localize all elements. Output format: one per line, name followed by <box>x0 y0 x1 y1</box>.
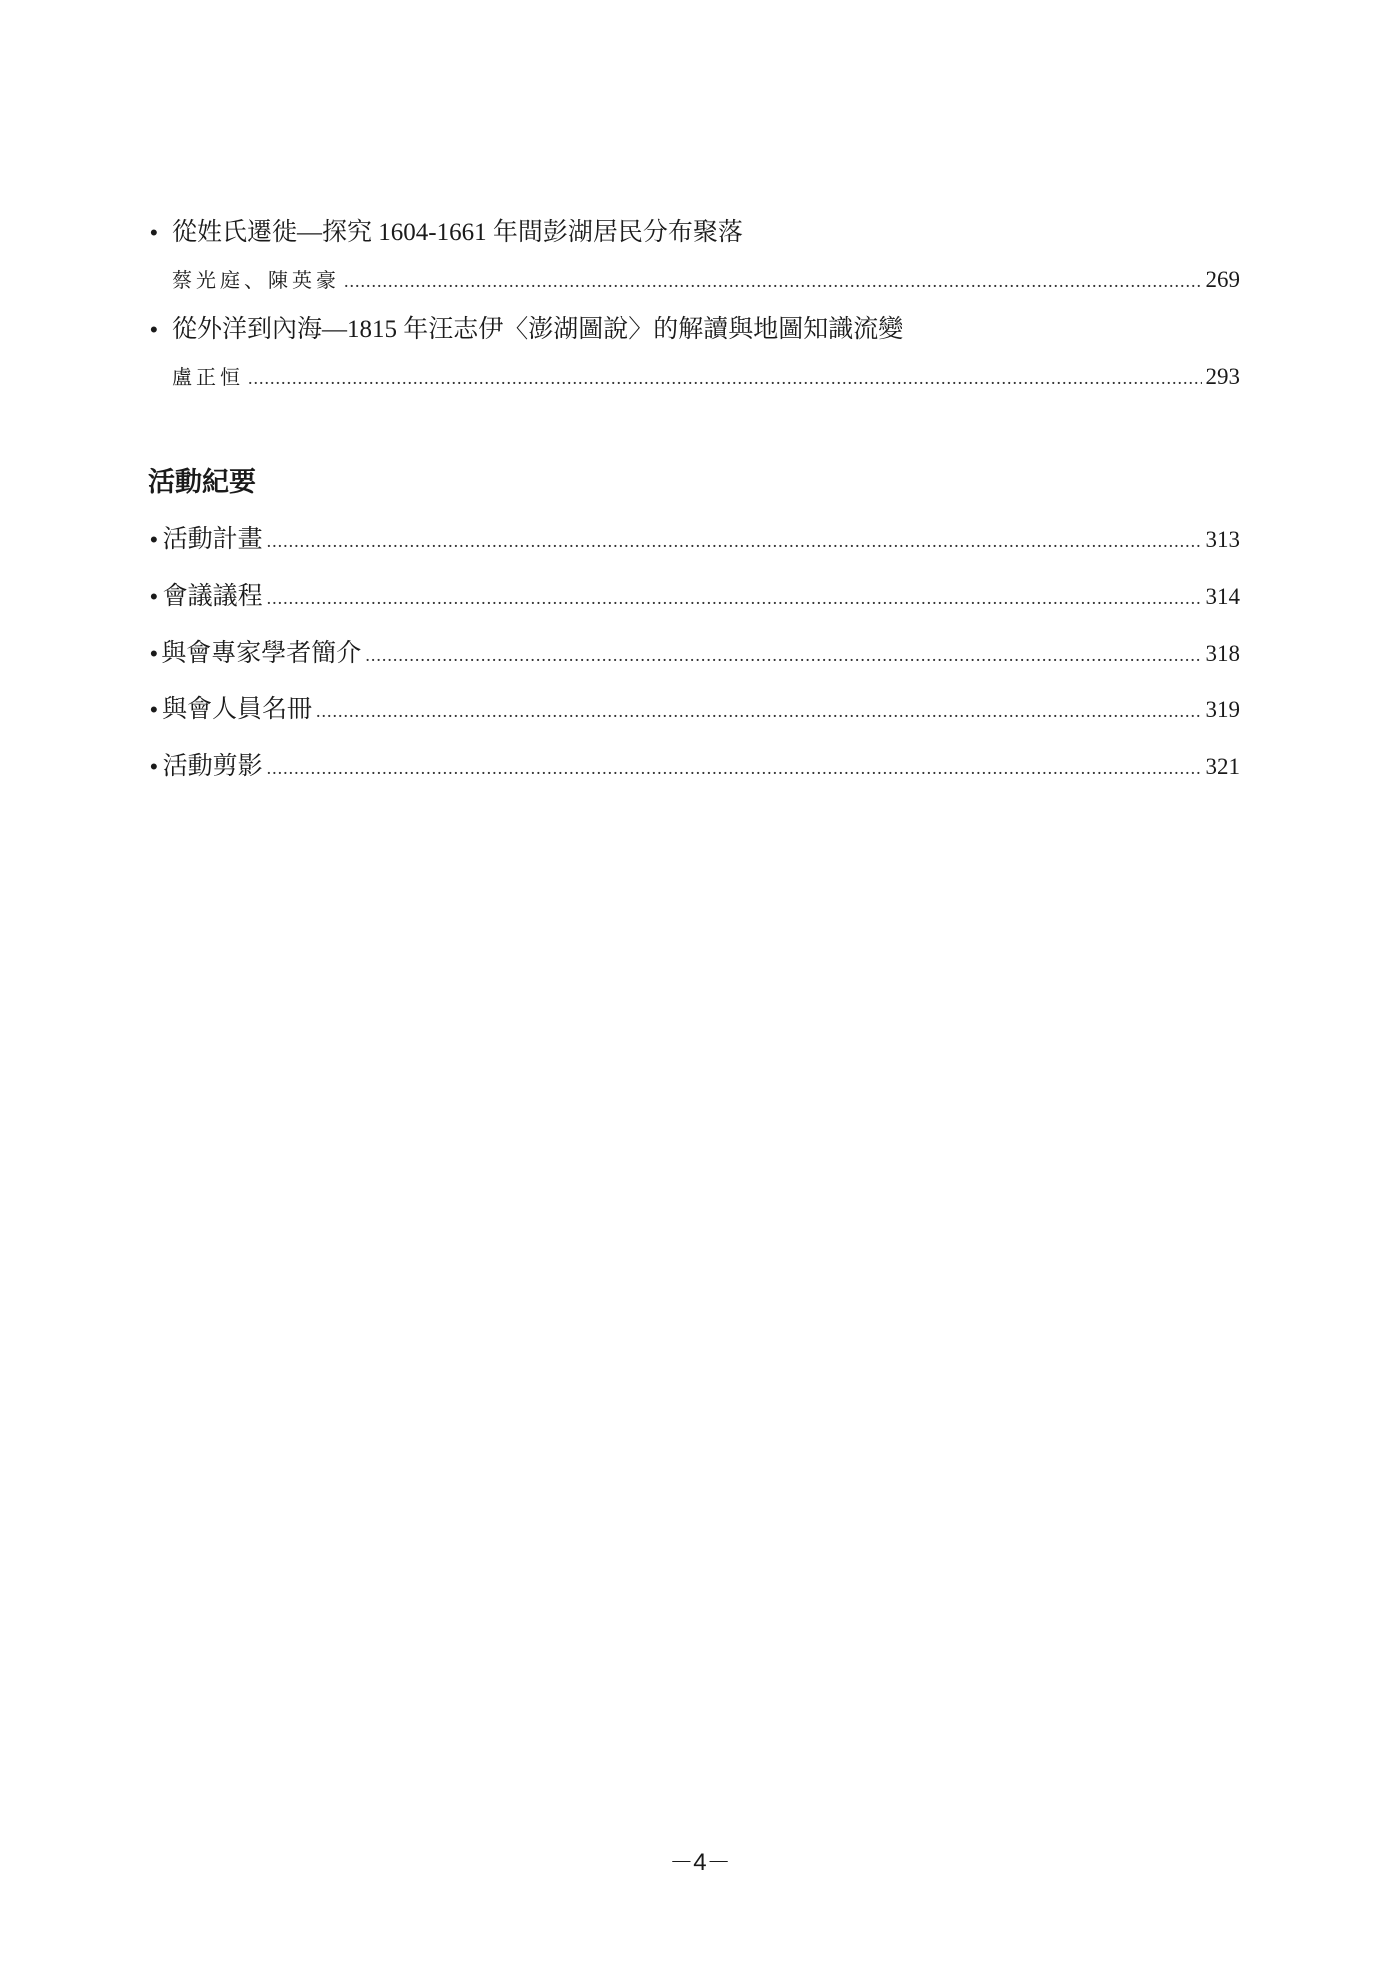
dot-leader <box>267 751 1202 785</box>
dot-leader <box>344 267 1202 295</box>
dot-leader <box>267 581 1202 615</box>
dot-leader <box>267 524 1202 558</box>
activity-page-number: 321 <box>1205 754 1240 779</box>
paper-authors: 盧正恒 <box>172 365 244 389</box>
activity-page-number: 318 <box>1205 641 1240 666</box>
activity-label: 活動剪影 <box>162 753 263 780</box>
toc-activity-row <box>150 523 1240 558</box>
bullet-icon: • <box>150 317 158 342</box>
bullet-icon: • <box>150 220 158 245</box>
bullet-icon: • <box>150 641 158 666</box>
toc-activity-row <box>150 637 1240 672</box>
activity-label: 與會人員名冊 <box>161 696 312 723</box>
paper-author-line <box>172 266 1240 295</box>
bullet-icon: • <box>150 584 158 609</box>
toc-activity-row <box>150 693 1240 728</box>
section-heading: 活動紀要 <box>148 467 256 498</box>
activity-label: 活動計畫 <box>162 526 263 553</box>
dot-leader <box>248 364 1202 392</box>
paper-title-line <box>150 216 1240 250</box>
toc-activity-row <box>150 750 1240 785</box>
paper-page-number: 269 <box>1205 267 1240 292</box>
paper-author-line <box>172 363 1240 392</box>
bullet-icon: • <box>150 527 158 552</box>
activity-page-number: 314 <box>1205 584 1240 609</box>
paper-title: 從外洋到內海—1815 年汪志伊〈澎湖圖說〉的解讀與地圖知識流變 <box>172 316 904 343</box>
dot-leader <box>316 694 1202 728</box>
bullet-icon: • <box>150 754 158 779</box>
bullet-icon: • <box>150 697 158 722</box>
activity-label: 與會專家學者簡介 <box>161 640 362 667</box>
activity-page-number: 313 <box>1205 527 1240 552</box>
paper-page-number: 293 <box>1205 364 1240 389</box>
paper-title-line <box>150 313 1240 347</box>
page-footer-number: －4－ <box>669 1849 731 1876</box>
activity-label: 會議議程 <box>162 583 263 610</box>
toc-activity-row <box>150 580 1240 615</box>
dot-leader <box>365 638 1201 672</box>
toc-paper-entry <box>150 216 1240 295</box>
paper-authors: 蔡光庭、陳英豪 <box>172 268 340 292</box>
activity-page-number: 319 <box>1205 697 1240 722</box>
toc-paper-entry <box>150 313 1240 392</box>
paper-title: 從姓氏遷徙—探究 1604-1661 年間彭湖居民分布聚落 <box>172 219 743 246</box>
